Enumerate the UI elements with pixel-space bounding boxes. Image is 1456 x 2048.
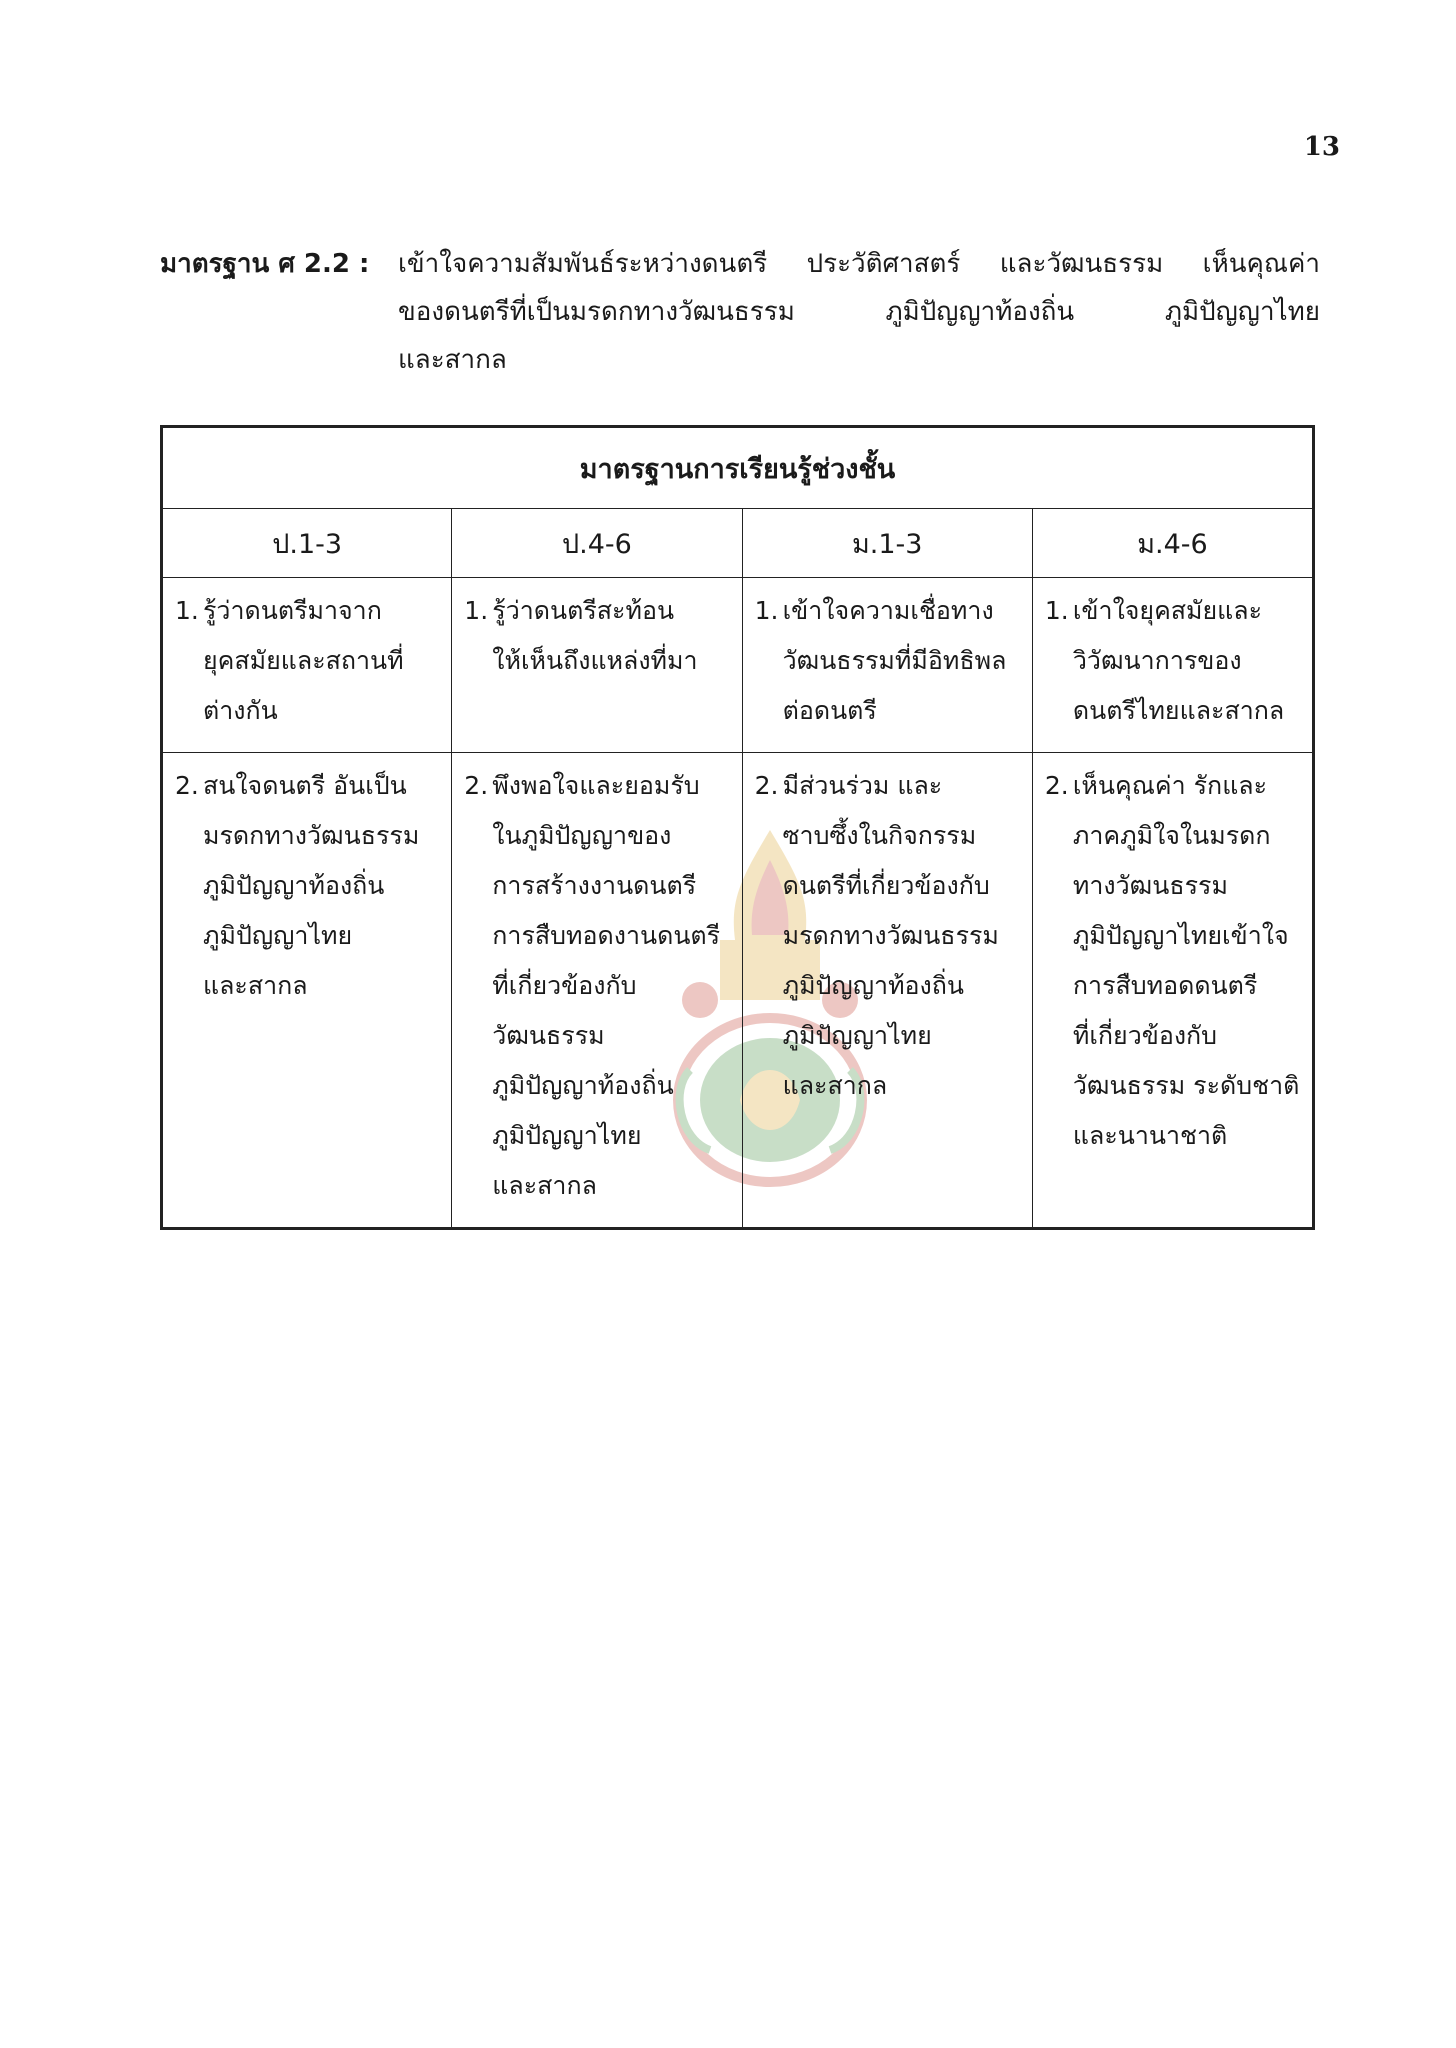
table-row <box>162 753 1314 1229</box>
cell-line: ภูมิปัญญาท้องถิ่น <box>782 971 964 1000</box>
list-item <box>1045 586 1302 736</box>
standard-line: เข้าใจความสัมพันธ์ระหว่างดนตรี ประวัติศาสตร์ และวัฒนธรรม เห็นคุณค่า <box>398 249 1320 279</box>
item-number: 2. <box>1044 771 1069 800</box>
list-item <box>175 761 441 1011</box>
column-header: ม.4-6 <box>1032 509 1313 578</box>
cell-line: วัฒนธรรมที่มีอิทธิพล <box>782 646 1007 675</box>
cell-line <box>1045 761 1302 811</box>
standard-line: และสากล <box>398 345 507 375</box>
cell-line <box>464 761 731 811</box>
cell-line: การสร้างงานดนตรี <box>492 871 697 900</box>
item-number: 2. <box>464 771 489 800</box>
item-text: สนใจดนตรี อันเป็น <box>203 771 407 800</box>
list-item <box>755 761 1022 1111</box>
list-item <box>175 586 441 736</box>
table-cell <box>1032 753 1313 1229</box>
cell-line <box>755 586 1022 636</box>
table-cell <box>1032 578 1313 753</box>
cell-line <box>175 586 441 636</box>
list-item <box>755 586 1022 736</box>
page-number: 13 <box>1303 132 1340 162</box>
item-text: เข้าใจความเชื่อทาง <box>782 596 994 625</box>
cell-line: ในภูมิปัญญาของ <box>492 821 672 850</box>
item-text: เห็นคุณค่า รักและ <box>1072 771 1268 800</box>
item-number: 2. <box>175 771 199 800</box>
item-number: 1. <box>754 596 779 625</box>
cell-line <box>755 761 1022 811</box>
cell-line: ภูมิปัญญาไทยเข้าใจ <box>1072 921 1289 950</box>
cell-line: ภูมิปัญญาท้องถิ่น <box>492 1071 674 1100</box>
learning-standards-table <box>160 425 1315 1230</box>
item-text: พึงพอใจและยอมรับ <box>492 771 700 800</box>
cell-line: ที่เกี่ยวข้องกับ <box>1072 1021 1218 1050</box>
standard-label: มาตรฐาน ศ 2.2 : <box>160 249 370 279</box>
table-title: มาตรฐานการเรียนรู้ช่วงชั้น <box>162 427 1314 509</box>
cell-line: ให้เห็นถึงแหล่งที่มา <box>492 646 698 675</box>
item-number: 1. <box>1044 596 1069 625</box>
cell-line: ภูมิปัญญาไทย <box>492 1121 642 1150</box>
item-number: 1. <box>175 596 199 625</box>
cell-line: ยุคสมัยและสถานที่ <box>203 646 404 675</box>
cell-line: และนานาชาติ <box>1072 1121 1228 1150</box>
cell-line: และสากล <box>203 971 308 1000</box>
table-row <box>162 578 1314 753</box>
table-cell <box>162 578 452 753</box>
cell-line: ดนตรีที่เกี่ยวข้องกับ <box>782 871 990 900</box>
cell-line <box>175 761 441 811</box>
cell-line: ต่อดนตรี <box>782 696 877 725</box>
column-header: ป.1-3 <box>162 509 452 578</box>
list-item <box>1045 761 1302 1161</box>
cell-line: ภูมิปัญญาไทย <box>203 921 353 950</box>
cell-line: ต่างกัน <box>203 696 278 725</box>
cell-line: และสากล <box>782 1071 888 1100</box>
cell-line: การสืบทอดดนตรี <box>1072 971 1258 1000</box>
table-cell <box>742 578 1032 753</box>
item-number: 2. <box>754 771 779 800</box>
cell-line: ภูมิปัญญาท้องถิ่น <box>203 871 385 900</box>
cell-line: วิวัฒนาการของ <box>1072 646 1242 675</box>
table-cell <box>452 578 742 753</box>
cell-line: ซาบซึ้งในกิจกรรม <box>782 821 977 850</box>
cell-line: มรดกทางวัฒนธรรม <box>782 921 999 950</box>
cell-line: มรดกทางวัฒนธรรม <box>203 821 420 850</box>
standard-line: ของดนตรีที่เป็นมรดกทางวัฒนธรรม ภูมิปัญญาท้องถิ่น ภูมิปัญญาไทย <box>398 297 1320 327</box>
cell-line <box>1045 586 1302 636</box>
item-number: 1. <box>464 596 489 625</box>
list-item <box>464 761 731 1211</box>
item-text: รู้ว่าดนตรีมาจาก <box>203 596 382 625</box>
cell-line: วัฒนธรรม <box>492 1021 605 1050</box>
table-cell <box>742 753 1032 1229</box>
cell-line: ภาคภูมิใจในมรดก <box>1072 821 1271 850</box>
cell-line: และสากล <box>492 1171 597 1200</box>
cell-line: การสืบทอดงานดนตรี <box>492 921 721 950</box>
cell-line: ที่เกี่ยวข้องกับ <box>492 971 637 1000</box>
standard-description <box>398 240 1320 384</box>
table-cell <box>162 753 452 1229</box>
cell-line: วัฒนธรรม ระดับชาติ <box>1072 1071 1300 1100</box>
item-text: เข้าใจยุคสมัยและ <box>1072 596 1263 625</box>
cell-line: ทางวัฒนธรรม <box>1072 871 1228 900</box>
item-text: มีส่วนร่วม และ <box>782 771 943 800</box>
column-header: ม.1-3 <box>742 509 1032 578</box>
table-cell <box>452 753 742 1229</box>
cell-line: ดนตรีไทยและสากล <box>1072 696 1285 725</box>
list-item <box>464 586 731 686</box>
cell-line <box>464 586 731 636</box>
item-text: รู้ว่าดนตรีสะท้อน <box>492 596 675 625</box>
column-header: ป.4-6 <box>452 509 742 578</box>
cell-line: ภูมิปัญญาไทย <box>782 1021 932 1050</box>
